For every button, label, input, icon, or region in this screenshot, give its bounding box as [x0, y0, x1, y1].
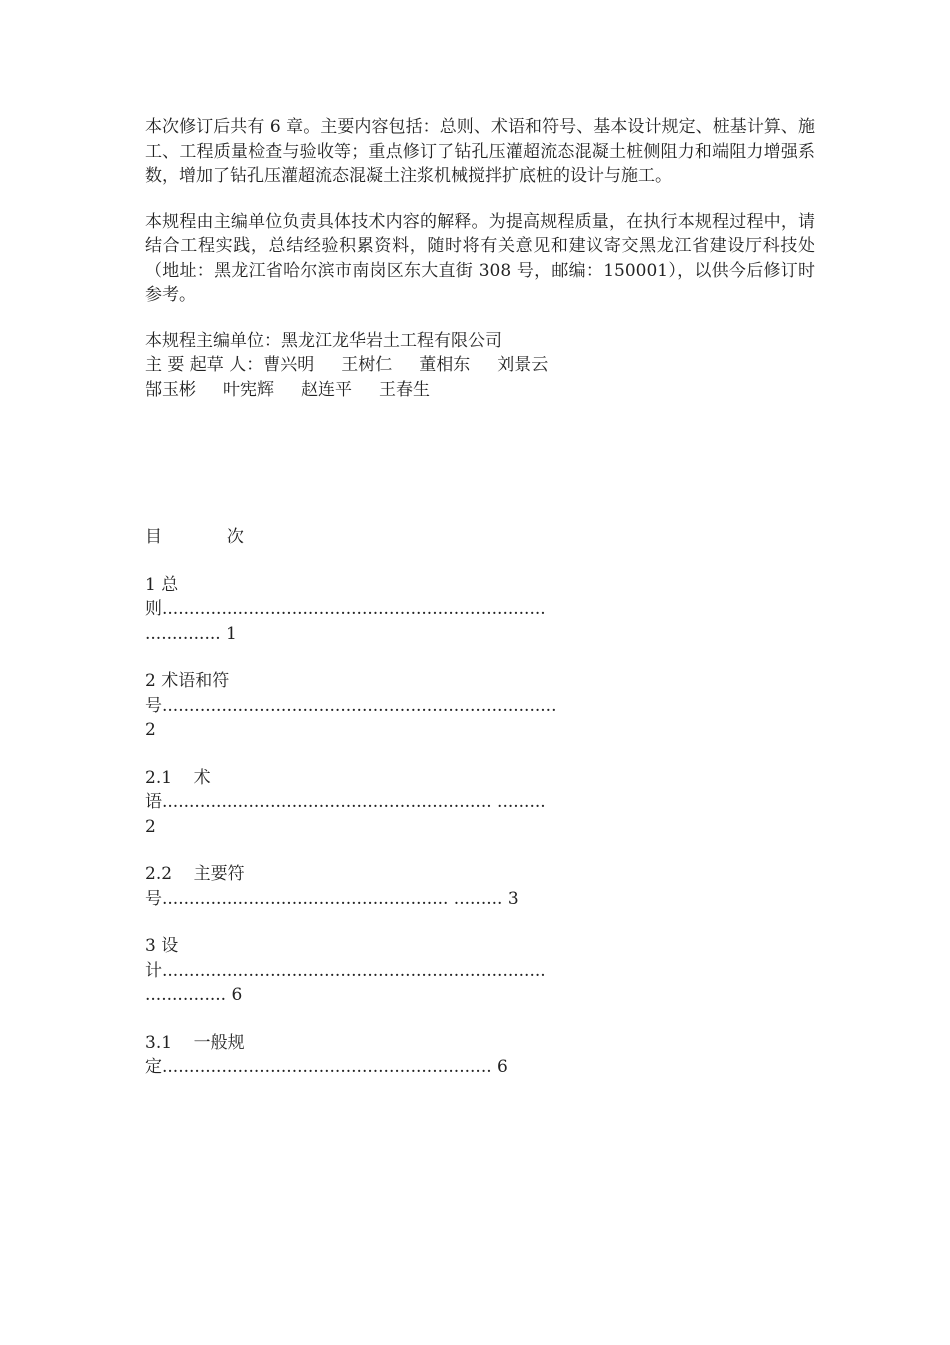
toc-entry-leader: 号.........................................................................	[145, 695, 557, 716]
toc-entry-leader: 则.......................................................................	[145, 599, 546, 619]
drafters-line-1: 主 要 起草 人：曹兴明 王树仁 董相东 刘景云	[145, 355, 549, 375]
toc-entry-leader: 号..................................................... ......... 3	[145, 888, 519, 909]
toc-entry-heading: 2.2 主要符	[145, 864, 245, 884]
toc-entry-heading: 3 设	[145, 936, 179, 956]
toc-entry-leader: 语............................................................. .........	[145, 792, 546, 812]
toc-title: 目 次	[145, 527, 244, 547]
section-gap	[145, 402, 815, 525]
toc-entry-page: .............. 1	[145, 623, 237, 644]
toc-entry[interactable]	[145, 1031, 815, 1080]
toc-entry-page: 2	[145, 720, 156, 740]
toc-entry-heading: 3.1 一般规	[145, 1032, 245, 1053]
toc-entry[interactable]	[145, 573, 815, 647]
intro-paragraph-2: 本规程由主编单位负责具体技术内容的解释。为提高规程质量，在执行本规程过程中，请结合工程实践，总结经验积累资料，随时将有关意见和建议寄交黑龙江省建设厅科技处（地址：黑龙江省哈尔滨市南岗区东大直街 308 号，邮编：150001），以供今后修订时参考。	[145, 211, 815, 305]
toc-entry[interactable]	[145, 862, 815, 911]
document-page	[145, 115, 815, 1103]
intro-paragraph-1: 本次修订后共有 6 章。主要内容包括：总则、术语和符号、基本设计规定、桩基计算、施工、工程质量检查与验收等；重点修订了钻孔压灌超流态混凝土桩侧阻力和端阻力增强系数，增加了钻孔压灌超流态混凝土注浆机械搅拌扩底桩的设计与施工。	[145, 117, 815, 186]
toc-entry-heading: 2.1 术	[145, 767, 211, 788]
toc-entry-page: 2	[145, 816, 156, 837]
toc-entry[interactable]	[145, 766, 815, 840]
toc-entry-leader: 定............................................................. 6	[145, 1057, 508, 1077]
toc-entry-heading: 2 术语和符	[145, 671, 230, 691]
toc-entry[interactable]	[145, 934, 815, 1008]
editor-unit-line: 本规程主编单位：黑龙江龙华岩土工程有限公司	[145, 330, 502, 351]
toc-entry-leader: 计.......................................................................	[145, 960, 546, 981]
toc-entry-page: ............... 6	[145, 985, 243, 1005]
drafters-line-2: 郜玉彬 叶宪辉 赵连平 王春生	[145, 379, 431, 400]
toc-entry[interactable]	[145, 669, 815, 743]
toc-entry-heading: 1 总	[145, 574, 179, 595]
